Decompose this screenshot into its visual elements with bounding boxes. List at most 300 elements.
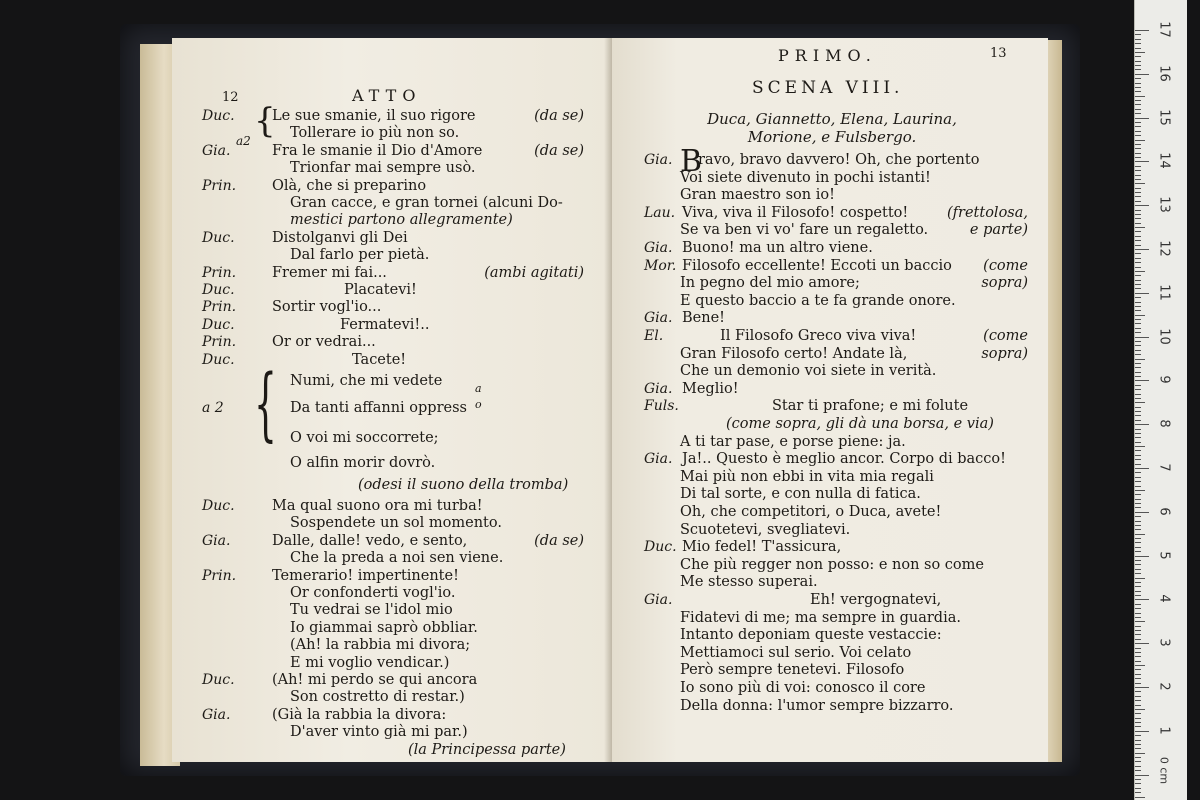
verse-line: Filosofo eccellente! Eccoti un baccio: [682, 257, 952, 274]
verse-line: E questo baccio a te fa grande onore.: [680, 292, 956, 309]
ruler-tick: [1135, 661, 1141, 662]
ruler-tick: [1135, 240, 1141, 241]
ruler-tick: [1135, 227, 1145, 228]
running-head: ATTO: [352, 86, 422, 105]
verse-line: Ja!.. Questo è meglio ancor. Corpo di bacco!: [682, 451, 1006, 468]
speaker-label: Duc.: [644, 539, 677, 556]
ruler-tick: [1135, 271, 1145, 272]
ruler-number: 3: [1156, 638, 1172, 647]
ruler-tick: [1135, 61, 1141, 62]
ruler-tick: [1135, 214, 1141, 215]
speaker-label: Gia.: [644, 310, 673, 327]
stage-direction: (ambi agitati): [484, 264, 584, 281]
ruler-tick: [1135, 591, 1141, 592]
ruler-tick: [1135, 201, 1141, 202]
ruler-tick: [1135, 621, 1145, 622]
speaker-label: Prin.: [202, 334, 237, 351]
ruler-tick: [1135, 648, 1141, 649]
verse-line: O voi mi soccorrete;: [290, 429, 439, 446]
ruler-number: 11: [1156, 284, 1172, 301]
verse-line: Di tal sorte, e con nulla di fatica.: [680, 486, 921, 503]
ruler-tick: [1135, 332, 1141, 333]
ruler-tick: [1135, 674, 1141, 675]
ruler-tick: [1135, 490, 1145, 491]
ruler-tick: [1135, 253, 1141, 254]
ruler-tick: [1135, 521, 1141, 522]
ruler-tick: [1135, 494, 1141, 495]
ruler-tick: [1135, 104, 1141, 105]
stage-direction: sopra): [981, 275, 1028, 292]
ruler-tick: [1135, 595, 1141, 596]
verse-line: Da tanti affanni oppress: [290, 400, 467, 417]
ruler-tick: [1135, 652, 1141, 653]
ruler-tick: [1135, 586, 1141, 587]
ruler-tick: [1135, 306, 1141, 307]
stage-direction: (da se): [534, 142, 584, 159]
ruler-tick: [1135, 450, 1141, 451]
speaker-label: Prin.: [202, 177, 237, 194]
ruler-tick: [1135, 433, 1141, 434]
verse-line: (Già la rabbia la divora:: [272, 706, 447, 723]
verse-line: O alfin morir dovrò.: [290, 455, 436, 472]
ruler-tick: [1135, 459, 1141, 460]
speaker-label: Gia.: [202, 706, 231, 723]
verse-line: Dalle, dalle! vedo, e sento,: [272, 532, 468, 549]
ruler-tick: [1135, 354, 1141, 355]
ruler-tick: [1135, 34, 1141, 35]
speaker-label: Prin.: [202, 567, 237, 584]
ruler-tick: [1135, 74, 1149, 75]
ruler-tick: [1135, 231, 1141, 232]
ruler-tick: [1135, 30, 1149, 31]
ruler-tick: [1135, 613, 1141, 614]
ruler-tick: [1135, 249, 1149, 250]
ruler-number: 12: [1156, 240, 1172, 257]
ruler-tick: [1135, 153, 1141, 154]
ruler-tick: [1135, 634, 1141, 635]
speaker-label: Duc.: [202, 282, 235, 298]
ruler-tick: [1135, 122, 1141, 123]
ruler-unit-label: 0 cm: [1157, 756, 1171, 785]
ruler-number: 13: [1156, 196, 1172, 213]
verse-line: Scuotetevi, svegliatevi.: [680, 521, 851, 538]
stage-direction: e parte): [969, 222, 1028, 239]
ruler-tick: [1135, 529, 1141, 530]
verse-line: Fermatevi!..: [340, 316, 430, 333]
ruler-tick: [1135, 415, 1141, 416]
speaker-label: Duc.: [202, 672, 235, 688]
ruler-tick: [1135, 551, 1141, 552]
speaker-label: Duc.: [202, 229, 235, 246]
verse-line: Distolganvi gli Dei: [272, 229, 408, 246]
speaker-label: Mor.: [644, 257, 677, 274]
ruler-tick: [1135, 639, 1141, 640]
ruler-tick: [1135, 166, 1141, 167]
stage-direction: (come: [983, 328, 1028, 344]
ruler-tick: [1135, 385, 1141, 386]
ruler-tick: [1135, 669, 1141, 670]
ruler-tick: [1135, 643, 1149, 644]
ruler-tick: [1135, 192, 1141, 193]
stage-direction: sopra): [981, 345, 1028, 362]
verse-line: Fidatevi di me; ma sempre in guardia.: [680, 609, 961, 626]
ruler-tick: [1135, 157, 1141, 158]
speaker-label: Gia.: [644, 592, 673, 608]
ruler-tick: [1135, 569, 1141, 570]
a2-marker: a2: [236, 134, 251, 148]
ruler-tick: [1135, 683, 1141, 684]
ruler-number: 9: [1156, 375, 1172, 385]
ruler-tick: [1135, 43, 1141, 44]
verse-line: Se va ben vi vo' fare un regaletto.: [680, 222, 929, 239]
verse-line: Intanto deponiam queste vestaccie:: [680, 627, 942, 644]
ruler-number: 14: [1156, 152, 1172, 170]
ruler-tick: [1135, 302, 1141, 303]
ruler-tick: [1135, 731, 1149, 732]
ruler-tick: [1135, 797, 1145, 798]
ruler-tick: [1135, 183, 1145, 184]
ruler-tick: [1135, 525, 1141, 526]
ruler-number: 17: [1156, 21, 1172, 38]
ruler-tick: [1135, 170, 1141, 171]
ruler-tick: [1135, 556, 1149, 557]
verse-line: Dal farlo per pietà.: [290, 247, 430, 264]
verse-line: Io giammai saprò obbliar.: [290, 619, 478, 636]
ruler-tick: [1135, 205, 1149, 206]
ruler-tick: [1135, 275, 1141, 276]
verse-line: A ti tar pase, e porse piene: ja.: [680, 433, 906, 450]
ruler-tick: [1135, 175, 1141, 176]
verse-line: Gran cacce, e gran tornei (alcuni Do-: [290, 195, 563, 211]
ruler-tick: [1135, 507, 1141, 508]
ruler-tick: [1135, 534, 1145, 535]
verse-line: Voi siete divenuto in pochi istanti!: [680, 169, 931, 186]
verse-line: Della donna: l'umor sempre bizzarro.: [680, 697, 954, 714]
ruler-number: 8: [1156, 419, 1172, 428]
ruler-tick: [1135, 599, 1149, 600]
verse-line: Viva, viva il Filosofo! cospetto!: [682, 204, 909, 221]
ruler-tick: [1135, 267, 1141, 268]
ruler-tick: [1135, 560, 1141, 561]
ruler-tick: [1135, 135, 1141, 136]
speaker-label: Lau.: [644, 204, 676, 221]
ruler-tick: [1135, 744, 1141, 745]
scene-title: SCENA VIII.: [752, 78, 904, 98]
ruler-number: 6: [1156, 507, 1172, 516]
ruler-tick: [1135, 779, 1141, 780]
ruler-tick: [1135, 262, 1141, 263]
ruler-tick: [1135, 350, 1141, 351]
page-number: 12: [222, 90, 239, 105]
subscript-o: o: [475, 398, 482, 411]
stage-direction: (da se): [534, 108, 584, 124]
cast-line-2: Morione, e Fulsbergo.: [747, 128, 917, 146]
ruler-tick: [1135, 118, 1149, 119]
ruler-number: 4: [1156, 594, 1172, 604]
ruler-tick: [1135, 83, 1141, 84]
ruler-tick: [1135, 91, 1141, 92]
verse-line: Io sono più di voi: conosco il core: [680, 680, 926, 696]
ruler-tick: [1135, 319, 1141, 320]
ruler-tick: [1135, 499, 1141, 500]
brace-duet-top: {: [254, 101, 276, 141]
speaker-label: a 2: [202, 400, 224, 417]
ruler-tick: [1135, 337, 1149, 338]
speaker-label: Gia.: [644, 240, 673, 256]
ruler-tick: [1135, 69, 1141, 70]
ruler-tick: [1135, 726, 1141, 727]
ruler-tick: [1135, 783, 1141, 784]
verse-line: Bene!: [682, 310, 725, 327]
ruler-tick: [1135, 109, 1141, 110]
ruler-tick: [1135, 394, 1141, 395]
speaker-label: Gia.: [644, 380, 673, 397]
verse-line: Meglio!: [682, 380, 739, 397]
ruler-tick: [1135, 223, 1141, 224]
verse-line: Mio fedel! T'assicura,: [682, 539, 842, 556]
ruler-tick: [1135, 380, 1149, 381]
ruler-tick: [1135, 775, 1149, 776]
ruler-tick: [1135, 293, 1149, 294]
speaker-label: Duc.: [202, 351, 235, 368]
speaker-label: Gia.: [644, 152, 673, 168]
verse-line: Eh! vergognatevi,: [810, 592, 942, 608]
verse-line: Gran maestro son io!: [680, 187, 835, 204]
ruler-tick: [1135, 236, 1141, 237]
ruler-tick: [1135, 761, 1141, 762]
ruler-tick: [1135, 442, 1141, 443]
ruler-tick: [1135, 96, 1145, 97]
superscript-a: a: [475, 382, 482, 395]
ruler-tick: [1135, 245, 1141, 246]
speaker-label: Gia.: [644, 451, 673, 468]
ruler-tick: [1135, 310, 1141, 311]
ruler-number: 7: [1156, 463, 1172, 472]
verse-line: Che la preda a noi sen viene.: [290, 550, 504, 567]
ruler-tick: [1135, 705, 1141, 706]
ruler-tick: [1135, 328, 1141, 329]
ruler-tick: [1135, 788, 1141, 789]
ruler-tick: [1135, 140, 1145, 141]
ruler-tick: [1135, 748, 1141, 749]
ruler-tick: [1135, 709, 1145, 710]
verse-line: Tollerare io più non so.: [290, 125, 460, 142]
verse-line: Sortir vogl'io...: [272, 299, 382, 316]
verse-line: Tacete!: [352, 351, 407, 368]
ruler-tick: [1135, 503, 1141, 504]
verse-line: Placatevi!: [344, 282, 417, 298]
verse-line: In pegno del mio amore;: [680, 275, 860, 292]
ruler-number: 1: [1156, 726, 1172, 735]
ruler-tick: [1135, 429, 1141, 430]
ruler-tick: [1135, 315, 1145, 316]
verse-line: E mi voglio vendicar.): [290, 654, 450, 671]
verse-line: (odesi il suono della tromba): [358, 476, 569, 493]
running-head: PRIMO.: [778, 46, 877, 65]
ruler-tick: [1135, 656, 1141, 657]
ruler-number: 16: [1156, 65, 1172, 82]
ruler-tick: [1135, 446, 1145, 447]
ruler-tick: [1135, 284, 1141, 285]
ruler-tick: [1135, 464, 1141, 465]
ruler-tick: [1135, 341, 1141, 342]
verse-line: Le sue smanie, il suo rigore: [272, 108, 476, 124]
speaker-label: Prin.: [202, 264, 237, 281]
verse-line: Che un demonio voi siete in verità.: [680, 363, 937, 380]
ruler-tick: [1135, 398, 1141, 399]
ruler-tick: [1135, 630, 1141, 631]
ruler-tick: [1135, 179, 1141, 180]
speaker-label: Duc.: [202, 316, 235, 333]
measuring-ruler: [1134, 0, 1187, 800]
ruler-tick: [1135, 564, 1141, 565]
verse-line: Però sempre tenetevi. Filosofo: [680, 662, 905, 679]
ruler-tick: [1135, 297, 1141, 298]
ruler-tick: [1135, 582, 1141, 583]
ruler-tick: [1135, 100, 1141, 101]
verse-line: Gran Filosofo certo! Andate là,: [680, 345, 908, 362]
verse-line: Fremer mi fai...: [272, 264, 387, 281]
verse-line: Tu vedrai se l'idol mio: [290, 602, 453, 619]
ruler-tick: [1135, 258, 1141, 259]
ruler-number: 10: [1156, 327, 1172, 345]
ruler-tick: [1135, 547, 1141, 548]
verse-line: Numi, che mi vedete: [290, 373, 443, 389]
ruler-tick: [1135, 608, 1141, 609]
speaker-label: Prin.: [202, 299, 237, 316]
verse-line: mestici partono allegramente): [290, 212, 513, 229]
ruler-tick: [1135, 538, 1141, 539]
verse-line: Star ti prafone; e mi folute: [772, 398, 969, 415]
verse-line: (la Principessa parte): [408, 741, 566, 758]
verse-line: Or or vedrai...: [272, 334, 376, 351]
ruler-tick: [1135, 161, 1149, 162]
drop-cap: B: [680, 144, 703, 179]
ruler-tick: [1135, 363, 1141, 364]
verse-line: Or confonderti vogl'io.: [290, 585, 456, 601]
ruler-tick: [1135, 210, 1141, 211]
verse-line: Mettiamoci sul serio. Voi celato: [680, 644, 912, 661]
speaker-label: El.: [644, 328, 664, 344]
ruler-tick: [1135, 468, 1149, 469]
ruler-tick: [1135, 573, 1141, 574]
ruler-tick: [1135, 626, 1141, 627]
verse-line: Son costretto di restar.): [290, 689, 465, 706]
cast-line-1: Duca, Giannetto, Elena, Laurina,: [707, 110, 957, 128]
ruler-tick: [1135, 437, 1141, 438]
verse-line: Ma qual suono ora mi turba!: [272, 498, 483, 514]
ruler-tick: [1135, 604, 1141, 605]
ruler-tick: [1135, 757, 1141, 758]
ruler-tick: [1135, 740, 1141, 741]
ruler-tick: [1135, 424, 1149, 425]
ruler-tick: [1135, 376, 1141, 377]
ruler-tick: [1135, 288, 1141, 289]
ruler-tick: [1135, 402, 1145, 403]
ruler-tick: [1135, 678, 1141, 679]
ruler-tick: [1135, 455, 1141, 456]
ruler-tick: [1135, 78, 1141, 79]
verse-line: (Ah! mi perdo se qui ancora: [272, 672, 478, 688]
ruler-tick: [1135, 113, 1141, 114]
verse-line: Olà, che si preparino: [272, 177, 427, 194]
verse-line: Oh, che competitori, o Duca, avete!: [680, 504, 942, 520]
verse-line: Me stesso superai.: [680, 574, 818, 591]
ruler-tick: [1135, 52, 1145, 53]
ruler-tick: [1135, 323, 1141, 324]
verse-line: (Ah! la rabbia mi divora;: [290, 637, 471, 654]
verse-line: Mai più non ebbi in vita mia regali: [680, 468, 934, 485]
right-page: [612, 38, 1048, 762]
verse-line: Fra le smanie il Dio d'Amore: [272, 142, 483, 159]
ruler-tick: [1135, 359, 1145, 360]
ruler-tick: [1135, 617, 1141, 618]
ruler-tick: [1135, 718, 1141, 719]
ruler-tick: [1135, 420, 1141, 421]
verse-line: Il Filosofo Greco viva viva!: [720, 328, 917, 344]
ruler-tick: [1135, 144, 1141, 145]
ruler-tick: [1135, 477, 1141, 478]
ruler-tick: [1135, 411, 1141, 412]
left-page: [172, 38, 612, 762]
ruler-tick: [1135, 56, 1141, 57]
ruler-tick: [1135, 218, 1141, 219]
verse-line: Sospendete un sol momento.: [290, 515, 502, 532]
speaker-label: Duc.: [202, 498, 235, 514]
ruler-tick: [1135, 665, 1145, 666]
verse-line: Buono! ma un altro viene.: [682, 240, 873, 256]
ruler-tick: [1135, 578, 1145, 579]
verse-line: D'aver vinto già mi par.): [290, 724, 468, 741]
stage-direction: (da se): [534, 532, 584, 549]
verse-line: Trionfar mai sempre usò.: [290, 160, 476, 177]
ruler-tick: [1135, 486, 1141, 487]
ruler-tick: [1135, 188, 1141, 189]
ruler-tick: [1135, 372, 1141, 373]
verse-line: (come sopra, gli dà una borsa, e via): [726, 416, 994, 432]
ruler-tick: [1135, 713, 1141, 714]
ruler-tick: [1135, 126, 1141, 127]
ruler-tick: [1135, 148, 1141, 149]
ruler-tick: [1135, 792, 1141, 793]
stage-direction: (frettolosa,: [947, 204, 1028, 221]
ruler-number: 2: [1156, 682, 1172, 691]
ruler-tick: [1135, 542, 1141, 543]
ruler-tick: [1135, 131, 1141, 132]
ruler-number: 5: [1156, 550, 1172, 560]
ruler-tick: [1135, 87, 1141, 88]
ruler-tick: [1135, 696, 1141, 697]
ruler-tick: [1135, 367, 1141, 368]
ruler-tick: [1135, 735, 1141, 736]
ruler-tick: [1135, 770, 1141, 771]
ruler-tick: [1135, 516, 1141, 517]
ruler-tick: [1135, 722, 1141, 723]
ruler-number: 15: [1156, 108, 1172, 126]
ruler-tick: [1135, 753, 1145, 754]
ruler-tick: [1135, 472, 1141, 473]
ruler-tick: [1135, 766, 1141, 767]
page-number: 13: [990, 46, 1007, 61]
ruler-tick: [1135, 512, 1149, 513]
ruler-tick: [1135, 407, 1141, 408]
ruler-tick: [1135, 700, 1141, 701]
ruler-tick: [1135, 196, 1141, 197]
ruler-tick: [1135, 39, 1141, 40]
ruler-tick: [1135, 65, 1141, 66]
ruler-tick: [1135, 389, 1141, 390]
ruler-tick: [1135, 687, 1149, 688]
